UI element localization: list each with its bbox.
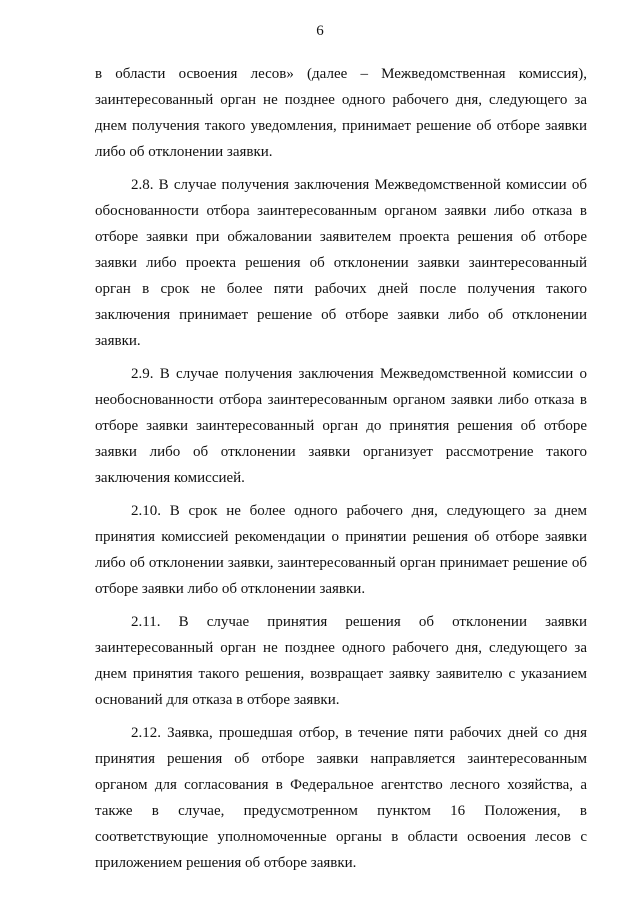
- paragraph-continuation: в области освоения лесов» (далее – Межведомственная комиссия), заинтересованный орган не позднее одного рабочего дня, следующего за днем получения такого уведомления, принимает решение об отборе заявки либо об отклонении заявки.: [95, 66, 587, 160]
- paragraph-2-10: 2.10. В срок не более одного рабочего дня, следующего за днем принятия комиссией рекомендации о принятии решения об отборе заявки либо об отклонении заявки, заинтересованный орган принимает решение об отборе заявки либо об отклонении заявки.: [95, 503, 587, 597]
- document-body: [95, 61, 587, 883]
- paragraph-2-11: 2.11. В случае принятия решения об отклонении заявки заинтересованный орган не позднее одного рабочего дня, следующего за днем принятия такого решения, возвращает заявку заявителю с указанием оснований для отказа в отборе заявки.: [95, 614, 587, 708]
- paragraph-2-8: 2.8. В случае получения заключения Межведомственной комиссии об обоснованности отбора заинтересованным органом заявки либо отказа в отборе заявки при обжаловании заявителем проекта решения об отборе заявки либо проекта решения об отклонении заявки заинтересованный орган в срок не более пяти рабочих дней после получения такого заключения принимает решение об отборе заявки либо об отклонении заявки.: [95, 177, 587, 349]
- page-number: 6: [316, 23, 324, 39]
- paragraph-2-12: 2.12. Заявка, прошедшая отбор, в течение пяти рабочих дней со дня принятия решения об отборе заявки направляется заинтересованным органом для согласования в Федеральное агентство лесного хозяйства, а также в случае, предусмотренном пунктом 16 Положения, в соответствующие уполномоченные органы в области освоения лесов с приложением решения об отборе заявки.: [95, 725, 587, 871]
- paragraph-2-9: 2.9. В случае получения заключения Межведомственной комиссии о необоснованности отбора заинтересованным органом заявки либо отказа в отборе заявки заинтересованный орган до принятия решения об отборе заявки либо об отклонении заявки организует рассмотрение такого заключения комиссией.: [95, 366, 587, 486]
